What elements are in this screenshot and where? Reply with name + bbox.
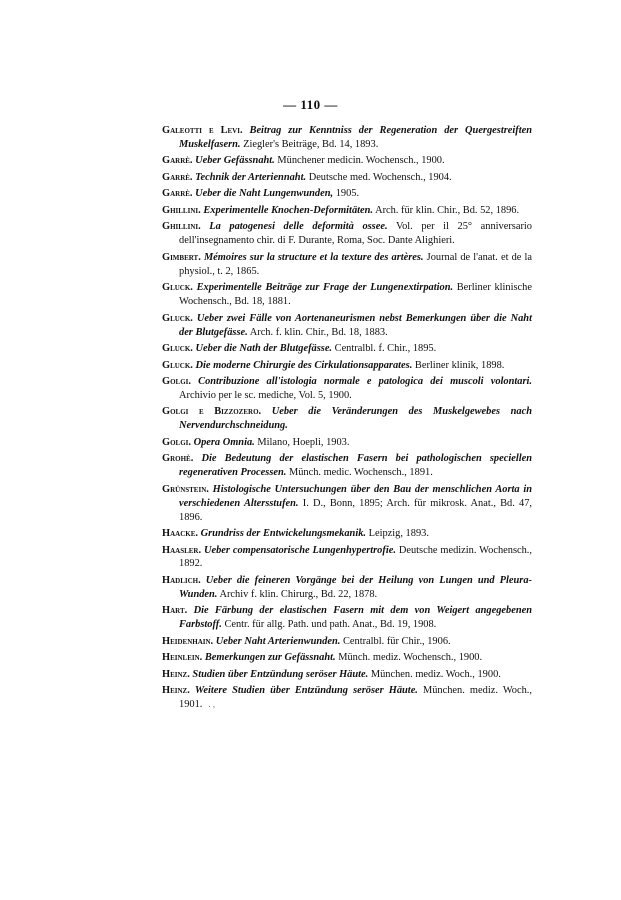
entry-author: Garrè.: [162, 171, 193, 183]
entry-citation: Ziegler's Beiträge, Bd. 14, 1893.: [243, 138, 379, 150]
entry-title: Technik der Arteriennaht.: [195, 171, 307, 183]
entry-author: Gluck.: [162, 312, 193, 324]
entry-title: Ueber zwei Fälle von Aortenaneurismen nebst Bemerkungen über die Naht der Blutgefässe.: [179, 312, 532, 338]
entry-author: Heinz.: [162, 685, 190, 697]
entry-citation: Arch. f. klin. Chir., Bd. 18, 1883.: [249, 326, 388, 338]
entry-author: Heinz.: [162, 668, 190, 680]
bibliography-entry: [162, 124, 532, 152]
entry-author: Heinlein.: [162, 652, 203, 664]
bibliography-entry: [162, 171, 532, 185]
entry-author: Golgi e Bizzozero.: [162, 406, 262, 418]
bibliography-entry: [162, 452, 532, 480]
entry-title: Ueber die Naht Lungenwunden,: [195, 188, 334, 200]
entry-author: Gluck.: [162, 282, 193, 294]
bibliography-entry: [162, 220, 532, 248]
entry-title: Weitere Studien über Entzündung seröser Häute.: [194, 685, 418, 697]
bibliography-entry: [162, 604, 532, 632]
entry-citation: I. D., Bonn, 1895; Arch. für mikrosk. Anat., Bd. 47, 1896.: [179, 497, 532, 523]
entry-title: Die moderne Chirurgie des Cirkulationsapparates.: [195, 359, 413, 371]
bibliography-entry: [162, 668, 532, 682]
entry-citation: Deutsche med. Wochensch., 1904.: [308, 171, 452, 183]
entry-title: Die Bedeutung der elastischen Fasern bei pathologischen speciellen regenerativen Processen.: [179, 453, 532, 479]
entry-citation: Arch. für klin. Chir., Bd. 52, 1896.: [375, 204, 520, 216]
bibliography-entry: [162, 635, 532, 649]
bibliography-entry: [162, 574, 532, 602]
entry-author: Haacke.: [162, 528, 198, 540]
entry-citation: Münchener medicin. Wochensch., 1900.: [277, 155, 445, 167]
entry-citation: Berliner klinik, 1898.: [414, 359, 505, 371]
entry-citation: Vol. per il 25° anniversario dell'insegnamento chir. di F. Durante, Roma, Soc. Dante Alighieri.: [179, 221, 532, 247]
bibliography-entry: [162, 544, 532, 572]
entry-author: Heidenhain.: [162, 635, 214, 647]
bibliography-entry: [162, 684, 532, 712]
entry-author: Gluck.: [162, 343, 193, 355]
entry-title: Ueber compensatorische Lungenhypertrofie.: [203, 544, 396, 556]
entry-author: Gluck.: [162, 359, 193, 371]
entry-title: Mémoires sur la structure et la texture des artères.: [203, 251, 424, 263]
entry-author: Hadlich.: [162, 574, 201, 586]
entry-citation: Journal de l'anat. et de la physiol., t. 2, 1865.: [179, 251, 532, 277]
entry-author: Garrè.: [162, 188, 193, 200]
entry-citation: München. mediz. Woch., 1900.: [370, 668, 501, 680]
entry-citation: Deutsche medizin. Wochensch., 1892.: [179, 544, 532, 570]
entry-title: Ueber die feineren Vorgänge bei der Heilung von Lungen und Pleura-Wunden.: [179, 574, 532, 600]
entry-citation: Milano, Hoepli, 1903.: [257, 436, 350, 448]
entry-title: Contribuzione all'istologia normale e patologica dei muscoli volontari.: [198, 376, 532, 388]
bibliography-entry: [162, 251, 532, 279]
bibliography-entry: [162, 651, 532, 665]
entry-citation: Berliner klinische Wochensch., Bd. 18, 1881.: [179, 282, 532, 308]
entry-title: Die Färbung der elastischen Fasern mit dem von Weigert angegebenen Farbstoff.: [179, 605, 533, 631]
entry-citation: Archiv f. klin. Chirurg., Bd. 22, 1878.: [219, 588, 378, 600]
entry-citation: Münch. mediz. Wochensch., 1900.: [338, 652, 483, 664]
bibliography-entry: [162, 342, 532, 356]
entry-author: Ghillini.: [162, 221, 201, 233]
entry-citation: 1905.: [335, 188, 360, 200]
entry-title: Opera Omnia.: [193, 436, 255, 448]
entry-citation: Archivio per le sc. mediche, Vol. 5, 1900.: [179, 389, 352, 401]
bibliography-entry: [162, 312, 532, 340]
entry-title: Experimentelle Knochen-Deformitäten.: [203, 204, 374, 216]
bibliography-entry: [162, 375, 532, 403]
entry-author: Garrè.: [162, 155, 193, 167]
entry-title: Experimentelle Beiträge zur Frage der Lungenextirpation.: [196, 282, 454, 294]
trailing-mark: . ,: [208, 699, 216, 710]
entry-author: Grohè.: [162, 453, 194, 465]
entry-author: Ghillini.: [162, 204, 201, 216]
bibliography-entry: [162, 154, 532, 168]
entry-title: Histologische Untersuchungen über den Bau der menschlichen Aorta in verschiedenen Altersstufen.: [179, 483, 532, 509]
entry-title: Beitrag zur Kenntniss der Regeneration der Quergestreiften Muskelfasern.: [179, 125, 532, 150]
entry-title: La patogenesi delle deformità ossee.: [209, 221, 388, 233]
entry-author: Grünstein.: [162, 483, 209, 495]
bibliography-entry: [162, 405, 532, 433]
entry-title: Ueber Naht Arterienwunden.: [215, 635, 341, 647]
bibliography-entry: [162, 436, 532, 450]
entry-author: Golgi.: [162, 436, 191, 448]
bibliography-list: [162, 124, 532, 715]
page-number: — 110 —: [283, 97, 338, 112]
bibliography-entry: [162, 281, 532, 309]
entry-citation: Centr. für allg. Path. und path. Anat., Bd. 19, 1908.: [224, 619, 437, 631]
entry-title: Grundriss der Entwickelungsmekanik.: [200, 528, 367, 540]
bibliography-entry: [162, 187, 532, 201]
entry-title: Ueber Gefässnaht.: [195, 155, 275, 167]
entry-title: Ueber die Veränderungen des Muskelgewebes nach Nervendurchschneidung.: [179, 406, 532, 432]
entry-author: Galeotti e Levi.: [162, 125, 243, 136]
entry-citation: München. mediz. Woch., 1901.: [179, 685, 532, 711]
entry-author: Gimbert.: [162, 251, 201, 263]
bibliography-entry: [162, 483, 532, 525]
entry-citation: Centralbl. für Chir., 1906.: [342, 635, 451, 647]
bibliography-entry: [162, 204, 532, 218]
entry-author: Haasler.: [162, 544, 202, 556]
entry-title: Bemerkungen zur Gefässnaht.: [204, 652, 336, 664]
entry-citation: Münch. medic. Wochensch., 1891.: [288, 467, 433, 479]
entry-author: Golgi.: [162, 376, 191, 388]
entry-title: Studien über Entzündung seröser Häute.: [192, 668, 369, 680]
entry-author: Hart.: [162, 605, 188, 617]
bibliography-entry: [162, 527, 532, 541]
entry-citation: Centralbl. f. Chir., 1895.: [334, 343, 437, 355]
bibliography-entry: [162, 359, 532, 373]
entry-citation: Leipzig, 1893.: [368, 528, 429, 540]
entry-title: Ueber die Nath der Blutgefässe.: [195, 343, 333, 355]
